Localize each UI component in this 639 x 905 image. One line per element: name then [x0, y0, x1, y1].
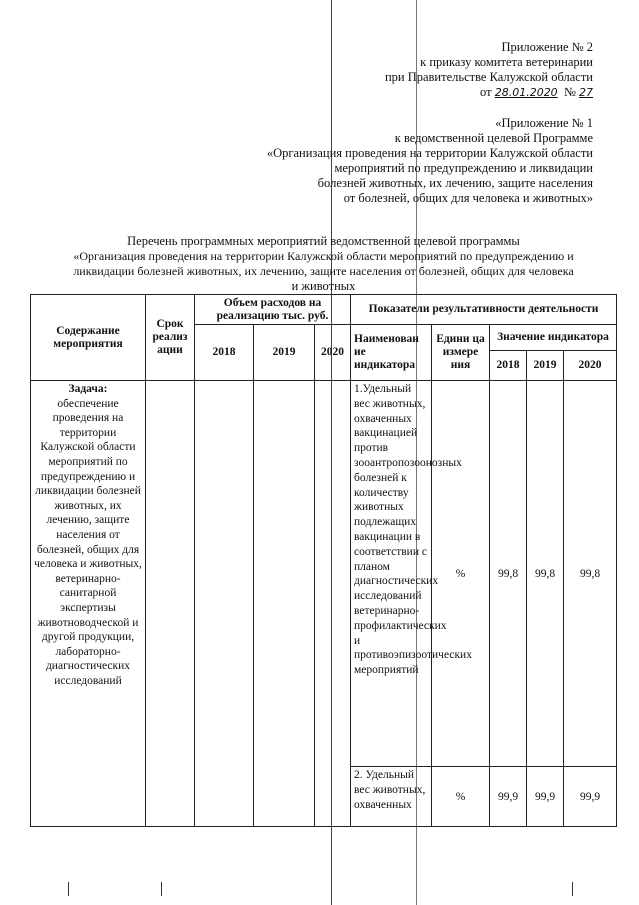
measures-table — [30, 294, 617, 827]
indicator-2-value-2018: 99,9 — [490, 767, 527, 827]
task-text: обеспечение проведения на территории Калужской области мероприятий по предупреждению и ликвидации болезней животных, их лечению, защите населения от болезней, общих для человека и животных, ветеринарно-санитарной экспертизы животноводческой и другой продукции, лабораторно-диагностических исследований — [34, 397, 142, 687]
appendix2-government: при Правительстве Калужской области — [384, 70, 593, 84]
volume-2019-cell — [254, 381, 315, 827]
indicator-1-unit: % — [432, 381, 490, 767]
appendix1-line: от болезней, общих для человека и животных» — [343, 191, 593, 205]
header-content: Содержание мероприятия — [31, 295, 146, 381]
header-indicators: Показатели результативности деятельности — [351, 295, 617, 325]
indicator-2-value-2019: 99,9 — [527, 767, 564, 827]
scan-tick — [161, 882, 162, 896]
indicator-2-unit: % — [432, 767, 490, 827]
indicator-1-num: 1. — [354, 383, 363, 395]
task-cell — [31, 381, 146, 827]
date-prefix: от — [480, 85, 492, 99]
term-cell — [146, 381, 195, 827]
header-year-2020: 2020 — [315, 325, 351, 381]
list-title-line: «Организация проведения на территории Калужской области мероприятий по предупреждению и — [73, 249, 574, 263]
appendix2-date-line — [385, 85, 593, 100]
appendix2-header — [385, 40, 593, 100]
appendix2-title: Приложение № 2 — [501, 40, 593, 54]
header-value-2018: 2018 — [490, 351, 527, 381]
header-term: Срок реализ ации — [146, 295, 195, 381]
indicator-1-value-2020: 99,8 — [564, 381, 617, 767]
scan-tick — [572, 882, 573, 896]
date-value: 28.01.2020 — [494, 86, 558, 99]
header-value-2019: 2019 — [527, 351, 564, 381]
indicator-2-text: Удельный вес животных, охваченных — [354, 769, 426, 811]
header-unit: Едини ца измере ния — [432, 325, 490, 381]
header-volume: Объем расходов на реализацию тыс. руб. — [195, 295, 351, 325]
volume-2018-cell — [195, 381, 254, 827]
indicator-1-value-2019: 99,8 — [527, 381, 564, 767]
appendix1-title: «Приложение № 1 — [495, 116, 593, 130]
header-value-2020: 2020 — [564, 351, 617, 381]
volume-2020-cell — [315, 381, 351, 827]
appendix2-order: к приказу комитета ветеринарии — [420, 55, 593, 69]
indicator-2-value-2020: 99,9 — [564, 767, 617, 827]
number-value: 27 — [579, 86, 593, 99]
appendix1-line: «Организация проведения на территории Калужской области — [266, 146, 593, 160]
header-indicator-name: Наименован ие индикатора — [351, 325, 432, 381]
list-title-line: и животных — [291, 279, 356, 293]
appendix1-line: болезней животных, их лечению, защите населения — [317, 176, 593, 190]
appendix1-header — [267, 116, 593, 206]
indicator-1-cell — [351, 381, 472, 767]
indicator-2-num: 2. — [354, 769, 363, 781]
list-title-line: Перечень программных мероприятий ведомственной целевой программы — [127, 234, 520, 248]
header-year-2018: 2018 — [195, 325, 254, 381]
indicator-1-value-2018: 99,8 — [490, 381, 527, 767]
list-title-line: ликвидации болезней животных, их лечению, защите населения от болезней, общих для человека — [73, 264, 574, 278]
appendix1-line: к ведомственной целевой Программе — [394, 131, 593, 145]
task-label: Задача: — [68, 383, 108, 395]
indicator-2-cell — [351, 767, 432, 827]
number-prefix: № — [563, 85, 576, 99]
list-title — [46, 234, 601, 294]
appendix1-line: мероприятий по предупреждению и ликвидации — [334, 161, 593, 175]
header-year-2019: 2019 — [254, 325, 315, 381]
header-value: Значение индикатора — [490, 325, 617, 351]
indicator-1-text: Удельный вес животных, охваченных вакцинацией против зооантропозоонозных болезней к количеству животных подлежащих вакцинации в соответствии с планом диагностических исследований ветеринарно-профилактических и противоэпизоотических мероприятий — [354, 383, 472, 677]
scan-tick — [68, 882, 69, 896]
